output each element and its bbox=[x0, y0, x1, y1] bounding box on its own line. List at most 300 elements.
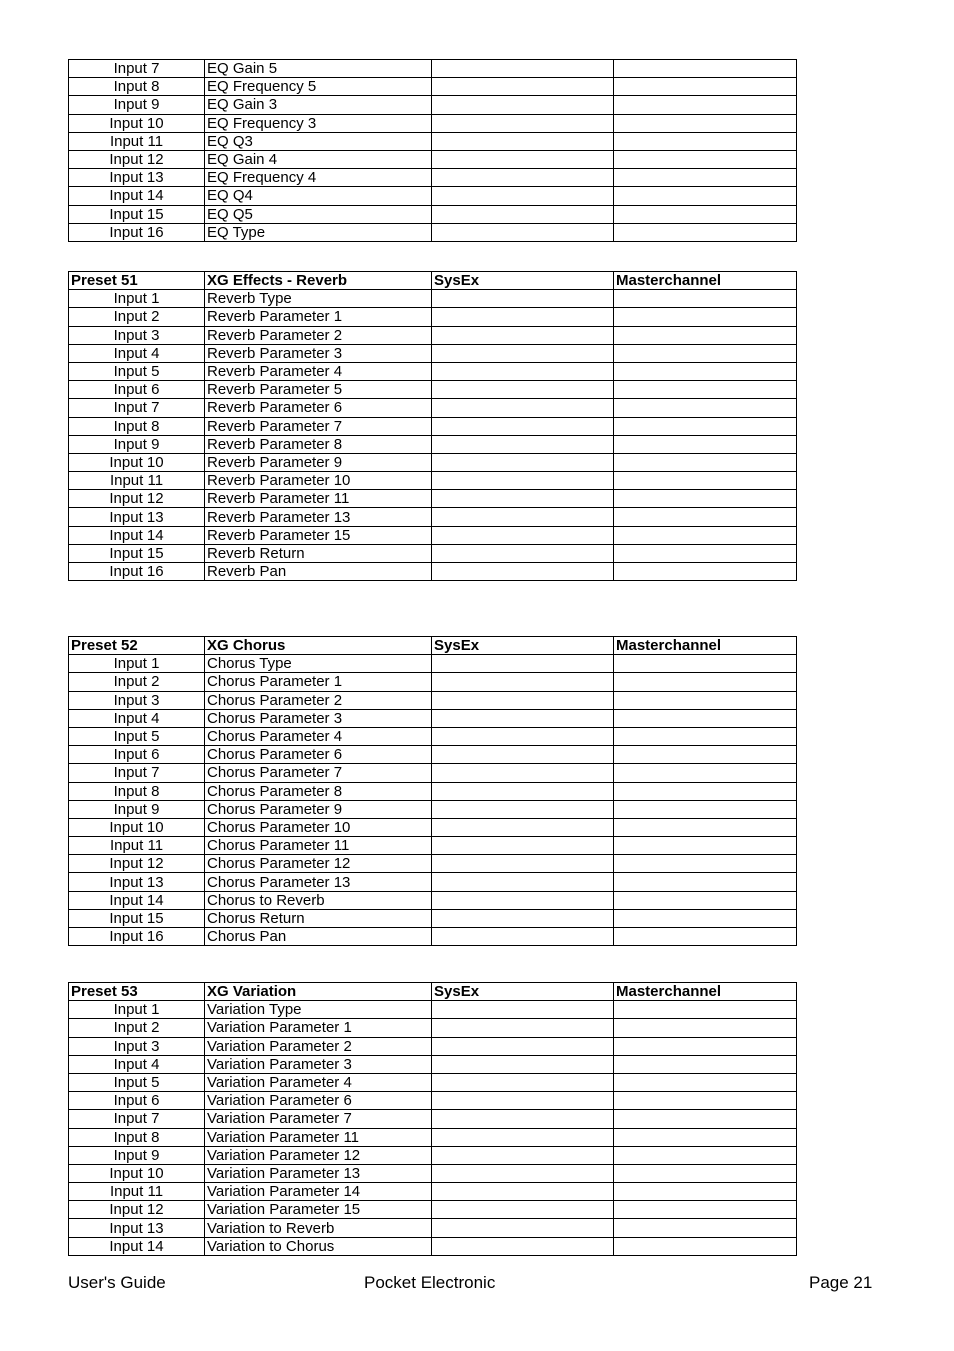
parameter-cell: Chorus Parameter 6 bbox=[205, 746, 432, 764]
parameter-cell: Variation Parameter 11 bbox=[205, 1128, 432, 1146]
masterchannel-cell bbox=[614, 727, 797, 745]
input-cell: Input 3 bbox=[69, 1037, 205, 1055]
masterchannel-cell bbox=[614, 691, 797, 709]
sysex-cell bbox=[432, 472, 614, 490]
sysex-header: SysEx bbox=[432, 983, 614, 1001]
sysex-cell bbox=[432, 782, 614, 800]
input-cell: Input 10 bbox=[69, 453, 205, 471]
table-row bbox=[69, 1164, 797, 1182]
parameter-cell: Reverb Parameter 5 bbox=[205, 381, 432, 399]
sysex-cell bbox=[432, 1146, 614, 1164]
input-cell: Input 13 bbox=[69, 169, 205, 187]
sysex-cell bbox=[432, 1001, 614, 1019]
table-row bbox=[69, 205, 797, 223]
masterchannel-cell bbox=[614, 169, 797, 187]
parameter-cell: EQ Gain 4 bbox=[205, 150, 432, 168]
input-cell: Input 11 bbox=[69, 472, 205, 490]
sysex-cell bbox=[432, 1037, 614, 1055]
sysex-cell bbox=[432, 764, 614, 782]
parameter-cell: Chorus Parameter 7 bbox=[205, 764, 432, 782]
parameter-cell: EQ Q3 bbox=[205, 132, 432, 150]
masterchannel-cell bbox=[614, 114, 797, 132]
table-row bbox=[69, 909, 797, 927]
table-row bbox=[69, 399, 797, 417]
parameter-cell: Chorus Type bbox=[205, 655, 432, 673]
table-row bbox=[69, 1110, 797, 1128]
sysex-header: SysEx bbox=[432, 637, 614, 655]
input-cell: Input 3 bbox=[69, 326, 205, 344]
input-cell: Input 5 bbox=[69, 362, 205, 380]
masterchannel-cell bbox=[614, 873, 797, 891]
masterchannel-cell bbox=[614, 928, 797, 946]
parameter-cell: Reverb Parameter 1 bbox=[205, 308, 432, 326]
parameter-cell: Variation Parameter 1 bbox=[205, 1019, 432, 1037]
parameter-cell: Reverb Parameter 10 bbox=[205, 472, 432, 490]
sysex-cell bbox=[432, 544, 614, 562]
table-row bbox=[69, 60, 797, 78]
input-cell: Input 11 bbox=[69, 132, 205, 150]
input-cell: Input 2 bbox=[69, 673, 205, 691]
parameter-cell: EQ Q4 bbox=[205, 187, 432, 205]
input-cell: Input 8 bbox=[69, 1128, 205, 1146]
parameter-cell: Variation Parameter 12 bbox=[205, 1146, 432, 1164]
parameter-cell: Reverb Parameter 9 bbox=[205, 453, 432, 471]
table-preset-53 bbox=[68, 982, 797, 1256]
table-row bbox=[69, 169, 797, 187]
input-cell: Input 15 bbox=[69, 205, 205, 223]
masterchannel-cell bbox=[614, 362, 797, 380]
sysex-cell bbox=[432, 205, 614, 223]
parameter-cell: EQ Type bbox=[205, 223, 432, 241]
masterchannel-cell bbox=[614, 1237, 797, 1255]
sysex-cell bbox=[432, 1183, 614, 1201]
table-row bbox=[69, 1073, 797, 1091]
input-cell: Input 6 bbox=[69, 381, 205, 399]
table-row bbox=[69, 837, 797, 855]
parameter-cell: Reverb Pan bbox=[205, 563, 432, 581]
masterchannel-cell bbox=[614, 837, 797, 855]
masterchannel-cell bbox=[614, 1037, 797, 1055]
table-row bbox=[69, 490, 797, 508]
input-cell: Input 10 bbox=[69, 818, 205, 836]
sysex-cell bbox=[432, 855, 614, 873]
sysex-cell bbox=[432, 381, 614, 399]
sysex-cell bbox=[432, 453, 614, 471]
input-cell: Input 2 bbox=[69, 1019, 205, 1037]
sysex-header: SysEx bbox=[432, 272, 614, 290]
sysex-cell bbox=[432, 78, 614, 96]
masterchannel-cell bbox=[614, 472, 797, 490]
parameter-cell: Reverb Parameter 6 bbox=[205, 399, 432, 417]
input-cell: Input 14 bbox=[69, 891, 205, 909]
table-row bbox=[69, 727, 797, 745]
masterchannel-cell bbox=[614, 526, 797, 544]
table-row bbox=[69, 1019, 797, 1037]
table-row bbox=[69, 526, 797, 544]
masterchannel-cell bbox=[614, 187, 797, 205]
masterchannel-cell bbox=[614, 490, 797, 508]
masterchannel-cell bbox=[614, 1146, 797, 1164]
parameter-cell: Reverb Return bbox=[205, 544, 432, 562]
table-row bbox=[69, 1037, 797, 1055]
sysex-cell bbox=[432, 655, 614, 673]
masterchannel-cell bbox=[614, 1110, 797, 1128]
table-row bbox=[69, 891, 797, 909]
masterchannel-cell bbox=[614, 132, 797, 150]
masterchannel-cell bbox=[614, 399, 797, 417]
input-cell: Input 7 bbox=[69, 764, 205, 782]
sysex-cell bbox=[432, 150, 614, 168]
preset-name: XG Chorus bbox=[205, 637, 432, 655]
parameter-cell: Variation to Reverb bbox=[205, 1219, 432, 1237]
table-row bbox=[69, 1055, 797, 1073]
sysex-cell bbox=[432, 187, 614, 205]
parameter-cell: EQ Gain 3 bbox=[205, 96, 432, 114]
parameter-cell: Variation Parameter 3 bbox=[205, 1055, 432, 1073]
masterchannel-cell bbox=[614, 417, 797, 435]
sysex-cell bbox=[432, 399, 614, 417]
table-row bbox=[69, 855, 797, 873]
masterchannel-cell bbox=[614, 855, 797, 873]
preset-name: XG Effects - Reverb bbox=[205, 272, 432, 290]
parameter-cell: EQ Frequency 3 bbox=[205, 114, 432, 132]
input-cell: Input 6 bbox=[69, 1092, 205, 1110]
sysex-cell bbox=[432, 1110, 614, 1128]
table-row bbox=[69, 96, 797, 114]
sysex-cell bbox=[432, 508, 614, 526]
parameter-cell: Reverb Parameter 2 bbox=[205, 326, 432, 344]
input-cell: Input 5 bbox=[69, 1073, 205, 1091]
masterchannel-header: Masterchannel bbox=[614, 983, 797, 1001]
input-cell: Input 9 bbox=[69, 96, 205, 114]
table-row bbox=[69, 818, 797, 836]
parameter-cell: Variation Type bbox=[205, 1001, 432, 1019]
sysex-cell bbox=[432, 1219, 614, 1237]
input-cell: Input 3 bbox=[69, 691, 205, 709]
parameter-cell: Variation to Chorus bbox=[205, 1237, 432, 1255]
parameter-cell: Reverb Parameter 15 bbox=[205, 526, 432, 544]
input-cell: Input 11 bbox=[69, 837, 205, 855]
masterchannel-cell bbox=[614, 909, 797, 927]
parameter-cell: Chorus Parameter 3 bbox=[205, 709, 432, 727]
input-cell: Input 4 bbox=[69, 709, 205, 727]
parameter-cell: Variation Parameter 14 bbox=[205, 1183, 432, 1201]
masterchannel-cell bbox=[614, 150, 797, 168]
table-row bbox=[69, 1092, 797, 1110]
masterchannel-cell bbox=[614, 308, 797, 326]
masterchannel-cell bbox=[614, 1055, 797, 1073]
masterchannel-cell bbox=[614, 453, 797, 471]
parameter-cell: EQ Gain 5 bbox=[205, 60, 432, 78]
sysex-cell bbox=[432, 60, 614, 78]
sysex-cell bbox=[432, 1128, 614, 1146]
sysex-cell bbox=[432, 132, 614, 150]
parameter-cell: Reverb Parameter 4 bbox=[205, 362, 432, 380]
masterchannel-cell bbox=[614, 782, 797, 800]
table-row bbox=[69, 1183, 797, 1201]
input-cell: Input 14 bbox=[69, 526, 205, 544]
table-row bbox=[69, 563, 797, 581]
table-row bbox=[69, 308, 797, 326]
parameter-cell: Variation Parameter 6 bbox=[205, 1092, 432, 1110]
table-row bbox=[69, 800, 797, 818]
input-cell: Input 12 bbox=[69, 1201, 205, 1219]
input-cell: Input 10 bbox=[69, 114, 205, 132]
table-row bbox=[69, 362, 797, 380]
masterchannel-cell bbox=[614, 508, 797, 526]
parameter-cell: Variation Parameter 4 bbox=[205, 1073, 432, 1091]
table-row bbox=[69, 472, 797, 490]
input-cell: Input 15 bbox=[69, 544, 205, 562]
table-row bbox=[69, 114, 797, 132]
masterchannel-cell bbox=[614, 223, 797, 241]
preset-label: Preset 52 bbox=[69, 637, 205, 655]
input-cell: Input 9 bbox=[69, 800, 205, 818]
table-header-row bbox=[69, 983, 797, 1001]
sysex-cell bbox=[432, 169, 614, 187]
parameter-cell: Chorus Parameter 10 bbox=[205, 818, 432, 836]
table-row bbox=[69, 1237, 797, 1255]
sysex-cell bbox=[432, 873, 614, 891]
input-cell: Input 7 bbox=[69, 1110, 205, 1128]
table-row bbox=[69, 782, 797, 800]
input-cell: Input 7 bbox=[69, 60, 205, 78]
input-cell: Input 14 bbox=[69, 1237, 205, 1255]
table-row bbox=[69, 1201, 797, 1219]
preset-label: Preset 51 bbox=[69, 272, 205, 290]
parameter-cell: Reverb Parameter 11 bbox=[205, 490, 432, 508]
sysex-cell bbox=[432, 818, 614, 836]
table-row bbox=[69, 290, 797, 308]
input-cell: Input 12 bbox=[69, 490, 205, 508]
sysex-cell bbox=[432, 1092, 614, 1110]
sysex-cell bbox=[432, 344, 614, 362]
sysex-cell bbox=[432, 326, 614, 344]
input-cell: Input 8 bbox=[69, 417, 205, 435]
masterchannel-cell bbox=[614, 655, 797, 673]
input-cell: Input 11 bbox=[69, 1183, 205, 1201]
parameter-cell: Chorus Pan bbox=[205, 928, 432, 946]
sysex-cell bbox=[432, 114, 614, 132]
parameter-cell: Chorus Parameter 13 bbox=[205, 873, 432, 891]
table-row bbox=[69, 326, 797, 344]
table-row bbox=[69, 764, 797, 782]
input-cell: Input 16 bbox=[69, 563, 205, 581]
sysex-cell bbox=[432, 691, 614, 709]
input-cell: Input 12 bbox=[69, 150, 205, 168]
table-row bbox=[69, 223, 797, 241]
sysex-cell bbox=[432, 746, 614, 764]
parameter-cell: Chorus to Reverb bbox=[205, 891, 432, 909]
sysex-cell bbox=[432, 1073, 614, 1091]
sysex-cell bbox=[432, 223, 614, 241]
masterchannel-cell bbox=[614, 205, 797, 223]
input-cell: Input 9 bbox=[69, 1146, 205, 1164]
table-row bbox=[69, 187, 797, 205]
input-cell: Input 12 bbox=[69, 855, 205, 873]
sysex-cell bbox=[432, 526, 614, 544]
sysex-cell bbox=[432, 928, 614, 946]
masterchannel-cell bbox=[614, 673, 797, 691]
masterchannel-cell bbox=[614, 1128, 797, 1146]
masterchannel-cell bbox=[614, 381, 797, 399]
input-cell: Input 6 bbox=[69, 746, 205, 764]
table-header-row bbox=[69, 637, 797, 655]
parameter-cell: Variation Parameter 7 bbox=[205, 1110, 432, 1128]
table-row bbox=[69, 1146, 797, 1164]
input-cell: Input 13 bbox=[69, 1219, 205, 1237]
table-row bbox=[69, 132, 797, 150]
sysex-cell bbox=[432, 909, 614, 927]
masterchannel-cell bbox=[614, 1073, 797, 1091]
parameter-cell: Chorus Parameter 8 bbox=[205, 782, 432, 800]
input-cell: Input 15 bbox=[69, 909, 205, 927]
table-header-row bbox=[69, 272, 797, 290]
preset-label: Preset 53 bbox=[69, 983, 205, 1001]
masterchannel-cell bbox=[614, 96, 797, 114]
input-cell: Input 16 bbox=[69, 928, 205, 946]
masterchannel-header: Masterchannel bbox=[614, 637, 797, 655]
table-preset-51 bbox=[68, 271, 797, 581]
input-cell: Input 8 bbox=[69, 782, 205, 800]
table-row bbox=[69, 1219, 797, 1237]
input-cell: Input 13 bbox=[69, 508, 205, 526]
table-row bbox=[69, 928, 797, 946]
sysex-cell bbox=[432, 290, 614, 308]
masterchannel-cell bbox=[614, 344, 797, 362]
input-cell: Input 1 bbox=[69, 655, 205, 673]
sysex-cell bbox=[432, 709, 614, 727]
table-row bbox=[69, 709, 797, 727]
parameter-cell: Reverb Parameter 8 bbox=[205, 435, 432, 453]
sysex-cell bbox=[432, 800, 614, 818]
masterchannel-cell bbox=[614, 290, 797, 308]
table-row bbox=[69, 508, 797, 526]
parameter-cell: Reverb Parameter 7 bbox=[205, 417, 432, 435]
table-row bbox=[69, 381, 797, 399]
input-cell: Input 2 bbox=[69, 308, 205, 326]
masterchannel-cell bbox=[614, 891, 797, 909]
table-row bbox=[69, 1001, 797, 1019]
masterchannel-cell bbox=[614, 800, 797, 818]
table-row bbox=[69, 673, 797, 691]
table-row bbox=[69, 78, 797, 96]
parameter-cell: Chorus Parameter 12 bbox=[205, 855, 432, 873]
parameter-cell: Reverb Type bbox=[205, 290, 432, 308]
masterchannel-cell bbox=[614, 1201, 797, 1219]
parameter-cell: Chorus Parameter 11 bbox=[205, 837, 432, 855]
footer-center: Pocket Electronic bbox=[364, 1273, 496, 1292]
sysex-cell bbox=[432, 673, 614, 691]
preset-name: XG Variation bbox=[205, 983, 432, 1001]
input-cell: Input 10 bbox=[69, 1164, 205, 1182]
masterchannel-cell bbox=[614, 746, 797, 764]
parameter-cell: Variation Parameter 2 bbox=[205, 1037, 432, 1055]
table-row bbox=[69, 873, 797, 891]
input-cell: Input 4 bbox=[69, 344, 205, 362]
input-cell: Input 5 bbox=[69, 727, 205, 745]
table-preset-52 bbox=[68, 636, 797, 946]
sysex-cell bbox=[432, 308, 614, 326]
table-row bbox=[69, 544, 797, 562]
footer-page-number: Page 21 bbox=[809, 1273, 873, 1292]
parameter-cell: Chorus Parameter 1 bbox=[205, 673, 432, 691]
input-cell: Input 4 bbox=[69, 1055, 205, 1073]
masterchannel-cell bbox=[614, 1019, 797, 1037]
masterchannel-cell bbox=[614, 709, 797, 727]
masterchannel-cell bbox=[614, 1092, 797, 1110]
footer-left: User's Guide bbox=[68, 1273, 166, 1292]
sysex-cell bbox=[432, 1019, 614, 1037]
sysex-cell bbox=[432, 435, 614, 453]
input-cell: Input 1 bbox=[69, 290, 205, 308]
parameter-cell: Variation Parameter 15 bbox=[205, 1201, 432, 1219]
masterchannel-cell bbox=[614, 435, 797, 453]
parameter-cell: Chorus Return bbox=[205, 909, 432, 927]
sysex-cell bbox=[432, 96, 614, 114]
table-row bbox=[69, 453, 797, 471]
table-row bbox=[69, 746, 797, 764]
table-row bbox=[69, 344, 797, 362]
masterchannel-cell bbox=[614, 78, 797, 96]
masterchannel-cell bbox=[614, 1183, 797, 1201]
masterchannel-cell bbox=[614, 326, 797, 344]
sysex-cell bbox=[432, 1164, 614, 1182]
masterchannel-header: Masterchannel bbox=[614, 272, 797, 290]
table-row bbox=[69, 691, 797, 709]
parameter-cell: EQ Q5 bbox=[205, 205, 432, 223]
input-cell: Input 16 bbox=[69, 223, 205, 241]
sysex-cell bbox=[432, 1055, 614, 1073]
table-row bbox=[69, 150, 797, 168]
masterchannel-cell bbox=[614, 1164, 797, 1182]
parameter-cell: Reverb Parameter 3 bbox=[205, 344, 432, 362]
table-row bbox=[69, 655, 797, 673]
sysex-cell bbox=[432, 1237, 614, 1255]
parameter-cell: Reverb Parameter 13 bbox=[205, 508, 432, 526]
sysex-cell bbox=[432, 362, 614, 380]
masterchannel-cell bbox=[614, 544, 797, 562]
sysex-cell bbox=[432, 417, 614, 435]
masterchannel-cell bbox=[614, 764, 797, 782]
input-cell: Input 1 bbox=[69, 1001, 205, 1019]
table-row bbox=[69, 1128, 797, 1146]
masterchannel-cell bbox=[614, 563, 797, 581]
parameter-cell: Chorus Parameter 9 bbox=[205, 800, 432, 818]
parameter-cell: Variation Parameter 13 bbox=[205, 1164, 432, 1182]
masterchannel-cell bbox=[614, 60, 797, 78]
parameter-cell: Chorus Parameter 4 bbox=[205, 727, 432, 745]
input-cell: Input 8 bbox=[69, 78, 205, 96]
table-eq-continuation bbox=[68, 59, 797, 242]
table-row bbox=[69, 417, 797, 435]
input-cell: Input 7 bbox=[69, 399, 205, 417]
masterchannel-cell bbox=[614, 818, 797, 836]
input-cell: Input 9 bbox=[69, 435, 205, 453]
table-row bbox=[69, 435, 797, 453]
sysex-cell bbox=[432, 837, 614, 855]
parameter-cell: EQ Frequency 5 bbox=[205, 78, 432, 96]
sysex-cell bbox=[432, 1201, 614, 1219]
masterchannel-cell bbox=[614, 1001, 797, 1019]
parameter-cell: Chorus Parameter 2 bbox=[205, 691, 432, 709]
sysex-cell bbox=[432, 563, 614, 581]
sysex-cell bbox=[432, 727, 614, 745]
parameter-cell: EQ Frequency 4 bbox=[205, 169, 432, 187]
sysex-cell bbox=[432, 891, 614, 909]
input-cell: Input 14 bbox=[69, 187, 205, 205]
sysex-cell bbox=[432, 490, 614, 508]
